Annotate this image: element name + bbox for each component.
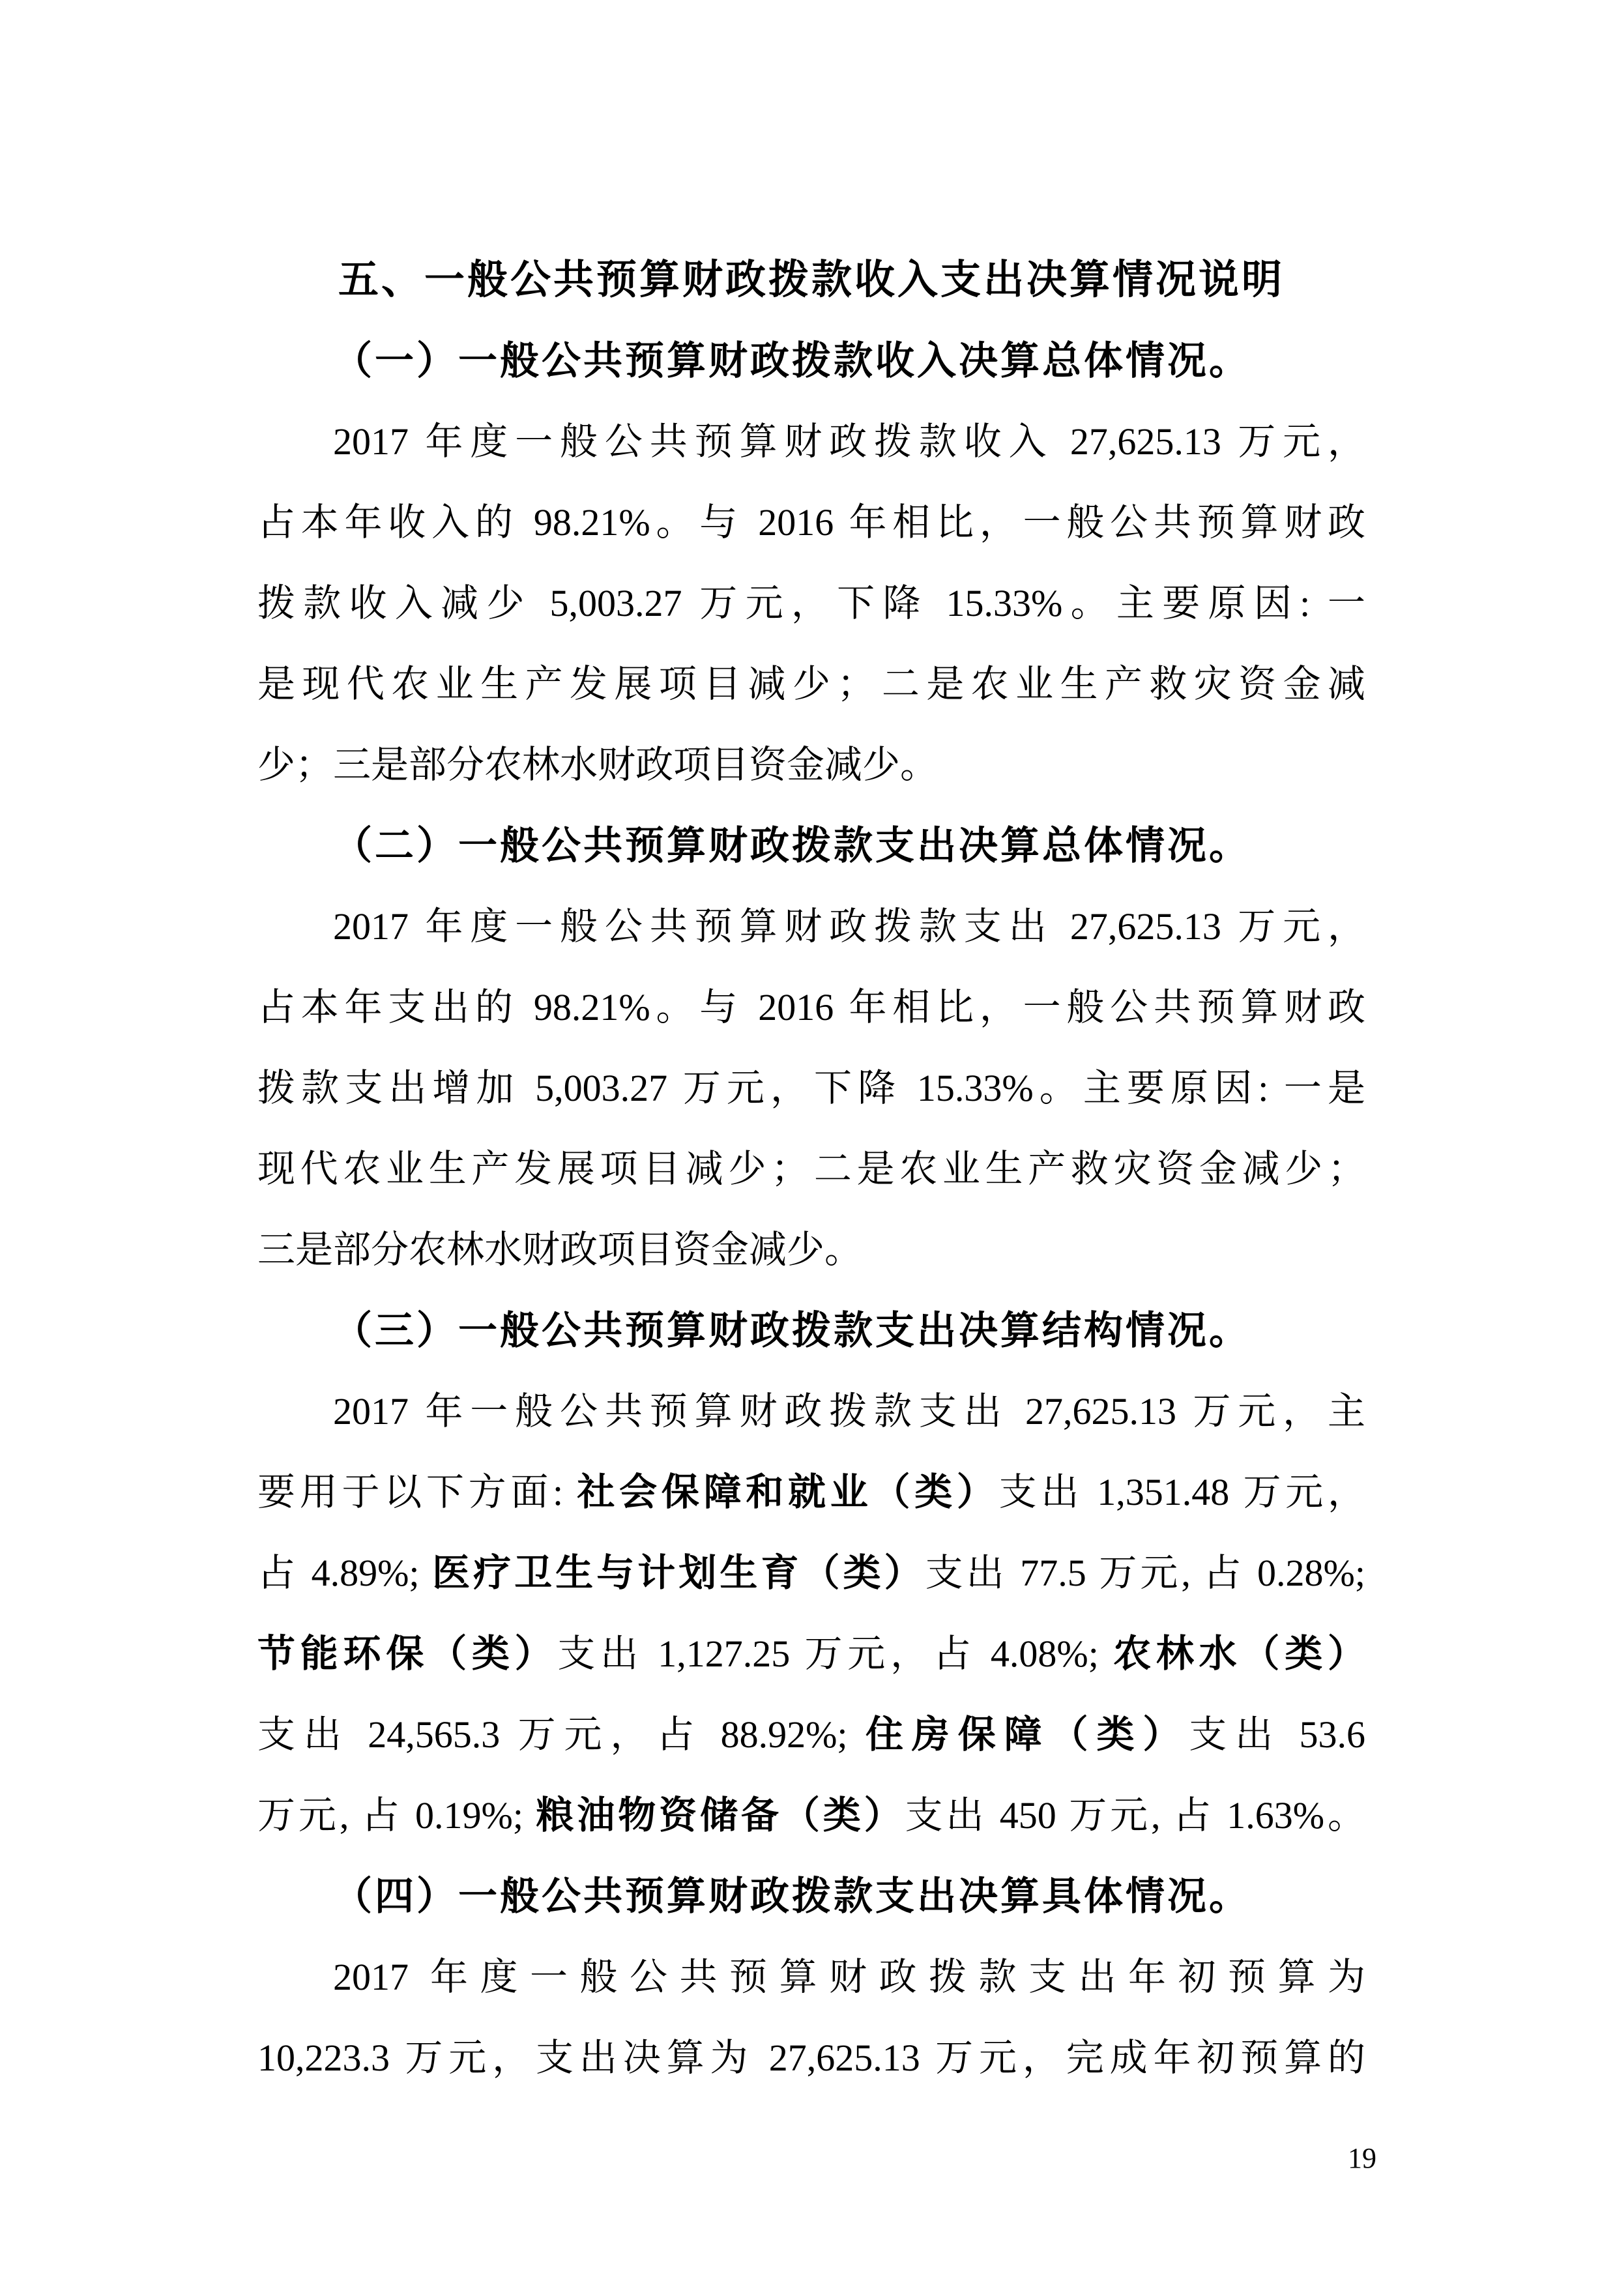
text-segment: 三是部分农林水财政项目资金减少。 (257, 1228, 863, 1271)
text-segment: 2017 年度一般公共预算财政拨款收入 27,625.13 万元， (333, 420, 1365, 463)
text-segment: 支出 450 万元, 占 1.63%。 (905, 1794, 1365, 1837)
paragraph-line (257, 2018, 1365, 2099)
paragraph-line (257, 644, 1365, 725)
paragraph-line (257, 563, 1365, 644)
section-heading (257, 321, 1365, 401)
emphasis-text: 粮油物资储备（类） (536, 1794, 905, 1837)
document-title (257, 240, 1365, 321)
paragraph-line (257, 1533, 1365, 1614)
page-number: 19 (1348, 2142, 1376, 2174)
text-segment: 支出 77.5 万元, 占 0.28%; (925, 1552, 1365, 1594)
emphasis-text: （四）一般公共预算财政拨款支出决算具体情况。 (333, 1874, 1251, 1918)
paragraph-line (257, 401, 1365, 482)
text-segment: 万元, 占 0.19%; (257, 1794, 536, 1837)
text-segment: 拨款收入减少 5,003.27 万元，下降 15.33%。主要原因: 一 (257, 582, 1365, 624)
paragraph-line (257, 1775, 1365, 1856)
section-heading (257, 1856, 1365, 1937)
emphasis-text: （二）一般公共预算财政拨款支出决算总体情况。 (333, 824, 1251, 867)
text-segment: 2017 年一般公共预算财政拨款支出 27,625.13 万元，主 (333, 1390, 1365, 1432)
emphasis-text: 节能环保（类） (257, 1633, 558, 1675)
emphasis-text: 农林水（类） (1113, 1633, 1365, 1675)
paragraph-line (257, 1614, 1365, 1694)
paragraph-line (257, 1129, 1365, 1210)
emphasis-text: （三）一般公共预算财政拨款支出决算结构情况。 (333, 1309, 1251, 1352)
text-segment: 少；三是部分农林水财政项目资金减少。 (257, 744, 938, 786)
emphasis-text: （一）一般公共预算财政拨款收入决算总体情况。 (333, 339, 1251, 383)
text-segment: 支出 24,565.3 万元，占 88.92%; (257, 1713, 866, 1756)
text-segment: 现代农业生产发展项目减少；二是农业生产救灾资金减少； (257, 1148, 1365, 1190)
text-segment: 支出 1,351.48 万元， (998, 1471, 1365, 1513)
text-segment: 支出 53.6 (1189, 1713, 1365, 1756)
text-segment: 占 4.89%; (257, 1552, 433, 1594)
text-segment: 是现代农业生产发展项目减少；二是农业生产救灾资金减 (257, 663, 1365, 705)
paragraph-line (257, 1048, 1365, 1129)
document-body (257, 240, 1365, 2099)
text-segment: 占本年支出的 98.21%。与 2016 年相比，一般公共预算财政 (257, 986, 1365, 1028)
text-segment: 10,223.3 万元，支出决算为 27,625.13 万元，完成年初预算的 (257, 2037, 1365, 2079)
text-segment: 支出 1,127.25 万元，占 4.08%; (557, 1633, 1114, 1675)
text-segment: 占本年收入的 98.21%。与 2016 年相比，一般公共预算财政 (257, 501, 1365, 544)
section-heading (257, 806, 1365, 886)
text-segment: 要用于以下方面: (257, 1471, 577, 1513)
paragraph-line (257, 1694, 1365, 1775)
paragraph-line (257, 886, 1365, 967)
paragraph-line (257, 1371, 1365, 1452)
paragraph-line (257, 967, 1365, 1048)
emphasis-text: 医疗卫生与计划生育（类） (432, 1552, 925, 1594)
paragraph-line (257, 725, 1365, 806)
emphasis-text: 社会保障和就业（类） (577, 1471, 999, 1513)
emphasis-text: 住房保障（类） (865, 1713, 1189, 1756)
text-segment: 2017 年度一般公共预算财政拨款支出 27,625.13 万元， (333, 905, 1365, 948)
paragraph-line (257, 1452, 1365, 1533)
paragraph-line (257, 1937, 1365, 2018)
paragraph-line (257, 482, 1365, 563)
section-heading (257, 1290, 1365, 1371)
text-segment: 拨款支出增加 5,003.27 万元，下降 15.33%。主要原因: 一是 (257, 1067, 1365, 1109)
text-segment: 2017 年度一般公共预算财政拨款支出年初预算为 (333, 1956, 1365, 1998)
emphasis-text: 五、一般公共预算财政拨款收入支出决算情况说明 (338, 257, 1285, 302)
paragraph-line (257, 1210, 1365, 1290)
